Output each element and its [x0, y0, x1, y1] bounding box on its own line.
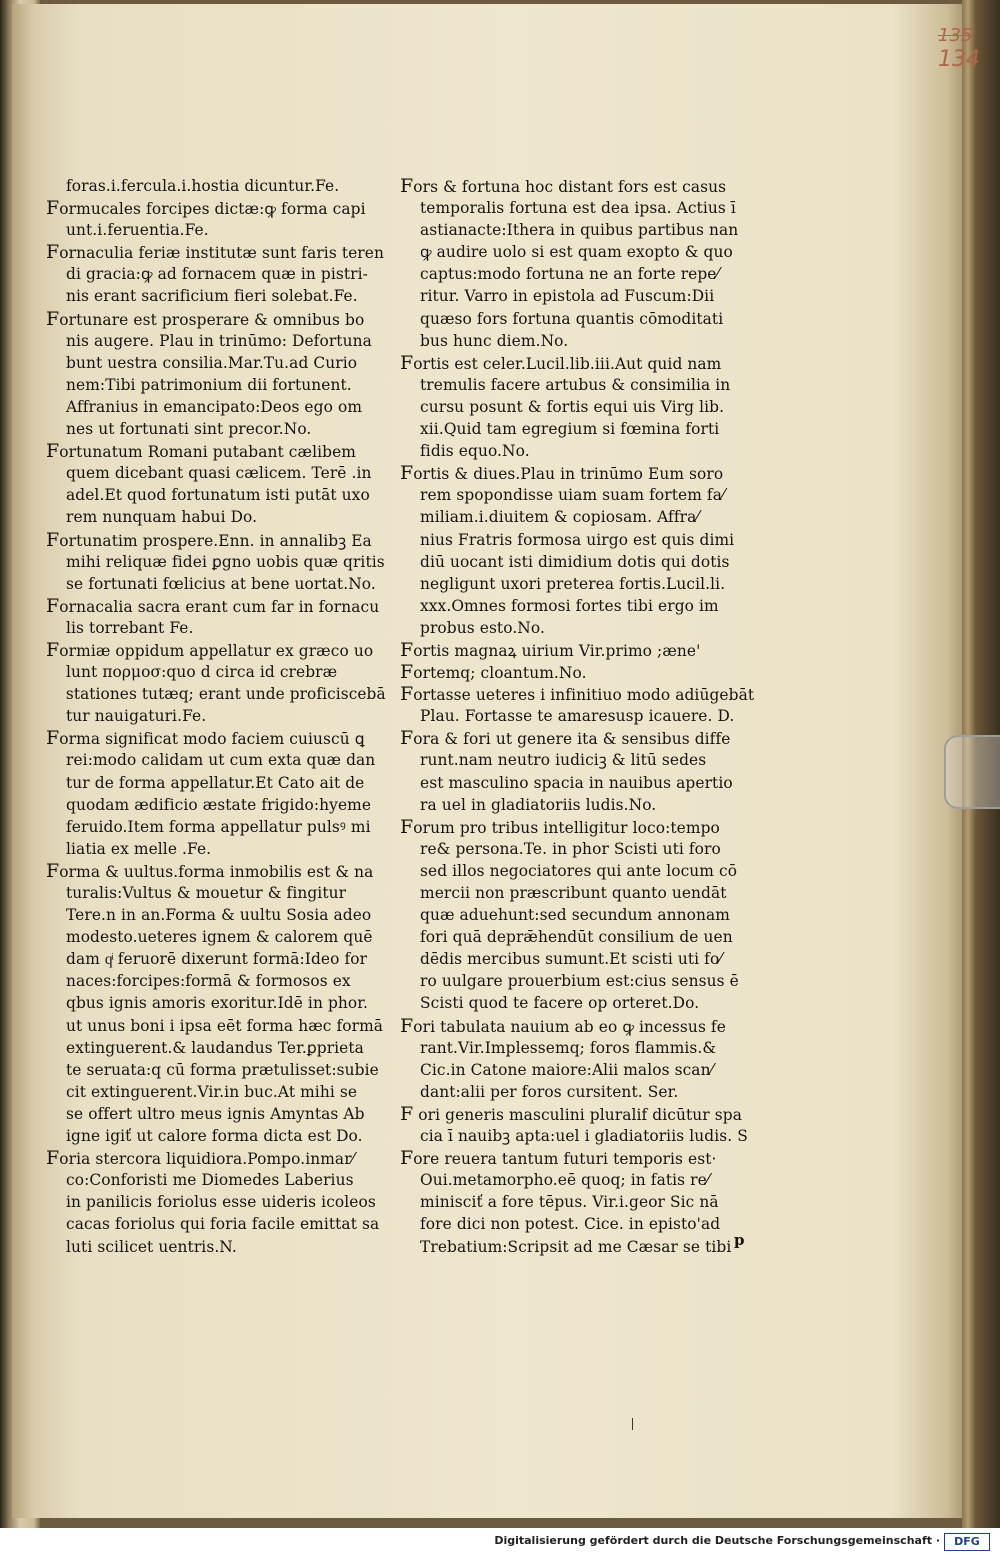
right-column-line: dant:alii per foros cursitent. Ser. — [420, 1082, 679, 1101]
left-column-line: tur de forma appellatur.Et Cato ait de — [66, 773, 365, 792]
right-column-line: bus hunc diem.No. — [420, 331, 569, 350]
right-column-line: sed illos negociatores qui ante locum cō — [420, 861, 738, 880]
left-column-line: cit extinguerent.Vir.in buc.At mihi se — [66, 1082, 358, 1101]
right-column-line: ꝙ audire uolo si est quam exopto & quo — [420, 243, 733, 262]
left-column-line: nis erant sacrificium fieri solebat.Fe. — [66, 287, 358, 306]
left-column-line: modesto.ueteres ignem & calorem quē — [66, 928, 373, 947]
left-column-line: quem dicebant quasi cælicem. Terē .in — [66, 464, 372, 483]
left-column-line: nis augere. Plau in trinūmo: Defortuna — [66, 331, 372, 350]
left-column-line: cacas foriolus qui foria facile emittat sa — [66, 1215, 380, 1234]
right-column-line: cursu posunt & fortis equi uis Virg lib. — [420, 397, 725, 416]
right-column-line: quæso fors fortuna quantis cōmoditati — [420, 309, 724, 328]
left-column-line: luti scilicet uentris.N. — [66, 1237, 237, 1256]
left-column-line: mihi reliquæ fidei ꝑgno uobis quæ qritis — [66, 552, 385, 571]
left-column-line: feruido.Item forma appellatur pulsꝰ mi — [66, 817, 371, 836]
left-column-line: ut unus boni i ipsa eēt forma hæc formā — [66, 1016, 384, 1035]
right-column-line: fori quā deprǣhendūt consilium de uen — [420, 928, 733, 947]
footer-credit: Digitalisierung gefördert durch die Deutsche Forschungsgemeinschaft · — [494, 1534, 940, 1547]
right-column-line: probus esto.No. — [420, 618, 545, 637]
right-column-line: temporalis fortuna est dea ipsa. Actius ī — [420, 199, 736, 218]
right-column-line: tremulis facere artubus & consimilia in — [420, 375, 731, 394]
right-column-line: rant.Vir.Implessemq; foros flammis.& — [420, 1038, 717, 1057]
left-column-line: te seruata:q cū forma prætulisset:subie — [66, 1060, 379, 1079]
right-column-line: Trebatium:Scripsit ad me Cæsar se tibi — [420, 1237, 732, 1256]
left-column-line: Fornacalia sacra erant cum far in fornacu — [46, 594, 380, 617]
left-column-line: Forma & uultus.forma inmobilis est & na — [46, 859, 374, 882]
right-column-line: F ori generis masculini pluralif dicūtur spa — [400, 1102, 742, 1125]
left-column-line: se fortunati fœlicius at bene uortat.No. — [66, 574, 376, 593]
right-column-line: Fortis magnaꝝ uirium Vir.primo ;æne' — [400, 638, 701, 661]
folio-number — [938, 24, 980, 72]
footer-bar — [0, 1528, 1000, 1555]
left-column-line: unt.i.feruentia.Fe. — [66, 221, 209, 240]
right-column-line: ritur. Varro in epistola ad Fuscum:Dii — [420, 287, 715, 306]
left-column-line: liatia ex melle .Fe. — [66, 839, 212, 858]
left-column-line: nes ut fortunati sint precor.No. — [66, 420, 312, 439]
right-column-line: captus:modo fortuna ne an forte repe⁄ — [420, 265, 720, 284]
right-column-line: xii.Quid tam egregium si fœmina forti — [420, 420, 720, 439]
dfg-logo[interactable]: DFG — [944, 1533, 990, 1551]
left-column-line: Forma significat modo faciem cuiuscū ꝗ — [46, 727, 365, 750]
right-column-line: est masculino spacia in nauibus apertio — [420, 773, 733, 792]
page-mark — [632, 1418, 633, 1430]
right-column-line: Fortis est celer.Lucil.lib.iii.Aut quid nam — [400, 351, 722, 374]
right-column — [400, 175, 762, 1258]
right-column-line: Fori tabulata nauium ab eo ꝙ incessus fe — [400, 1014, 726, 1037]
right-column-line: re& persona.Te. in phor Scisti uti foro — [420, 839, 721, 858]
right-column-line: Fore reuera tantum futuri temporis est· — [400, 1147, 717, 1170]
left-column-line: foras.i.fercula.i.hostia dicuntur.Fe. — [66, 177, 340, 195]
right-column-line: cia ī nauibꝫ apta:uel i gladiatoriis ludis. S — [420, 1127, 748, 1146]
right-column-line: Scisti quod te facere op orteret.Do. — [420, 994, 700, 1013]
left-column-line: nem:Tibi patrimonium dii fortunent. — [66, 375, 352, 394]
left-column-line: Formucales forcipes dictæ:ꝙ forma capi — [46, 197, 366, 220]
left-column-line: dam qͥ feruorē dixerunt formā:Ideo for — [66, 950, 368, 969]
left-column-line: naces:forcipes:formā & formosos ex — [66, 972, 351, 991]
right-column-line: negligunt uxori preterea fortis.Lucil.li. — [420, 574, 726, 593]
left-column-line: qbus ignis amoris exoritur.Idē in phor. — [66, 994, 369, 1013]
left-column-line: rem nunquam habui Do. — [66, 508, 258, 527]
right-column-line: nius Fratris formosa uirgo est quis dimi — [420, 530, 735, 549]
folio-current: 134 — [938, 47, 980, 72]
right-column-line: fidis equo.No. — [420, 442, 530, 461]
left-column-line: igne igiť ut calore forma dicta est Do. — [66, 1127, 363, 1146]
left-column-line: quodam ædificio æstate frigido:hyeme — [66, 795, 372, 814]
right-column-line: Fors & fortuna hoc distant fors est casus — [400, 175, 727, 197]
left-column-line: co:Conforisti me Diomedes Laberius — [66, 1171, 354, 1190]
left-column-line: tur nauigaturi.Fe. — [66, 707, 207, 726]
right-column-line: Fortis & diues.Plau in trinūmo Eum soro — [400, 462, 724, 485]
left-column-line: Formiæ oppidum appellatur ex græco uo — [46, 638, 374, 661]
left-column-line: Tere.n in an.Forma & uultu Sosia adeo — [66, 906, 372, 925]
right-column-line: astianacte:Ithera in quibus partibus nan — [420, 221, 739, 240]
right-column-line: miliam.i.diuitem & copiosam. Affra⁄ — [420, 508, 700, 527]
right-column-line: diū uocant isti dimidium dotis qui dotis — [420, 552, 730, 571]
left-column-line: adel.Et quod fortunatum isti putāt uxo — [66, 486, 370, 505]
right-column-line: minisciť a fore tēpus. Vir.i.geor Sic nā — [420, 1193, 719, 1212]
left-column-line: bunt uestra consilia.Mar.Tu.ad Curio — [66, 353, 358, 372]
right-column-line: Oui.metamorpho.eē quoq; in fatis re⁄ — [420, 1171, 710, 1190]
right-column-line: Plau. Fortasse te amaresusp icauere. D. — [420, 707, 735, 726]
left-column-line: extinguerent.& laudandus Ter.ꝑprieta — [66, 1038, 364, 1057]
right-column-line: Fora & fori ut genere ita & sensibus diffe — [400, 727, 731, 750]
right-column-line: mercii non præscribunt quanto uendāt — [420, 884, 727, 902]
left-column-line: Fornaculia feriæ institutæ sunt faris teren — [46, 241, 384, 264]
right-column-line: rem spopondisse uiam suam fortem fa⁄ — [420, 486, 725, 505]
right-column-line: xxx.Omnes formosi fortes tibi ergo im — [420, 596, 719, 615]
left-column-line: Affranius in emancipato:Deos ego om — [66, 397, 363, 416]
left-column-line: turalis:Vultus & mouetur & fingitur — [66, 884, 347, 902]
right-column-line: Cic.in Catone maiore:Alii malos scan⁄ — [420, 1060, 714, 1079]
left-column-line: rei:modo calidam ut cum exta quæ dan — [66, 751, 376, 770]
right-column-line: Fortasse ueteres i infinitiuo modo adiūgebāt — [400, 683, 755, 706]
left-column-line: Foria stercora liquidiora.Pompo.inmar⁄ — [46, 1147, 355, 1170]
left-column-line: se offert ultro meus ignis Amyntas Ab — [66, 1104, 365, 1123]
right-column-line: fore dici non potest. Cice. in episto'ad — [420, 1215, 721, 1234]
right-column-line: ro uulgare prouerbium est:cius sensus ē — [420, 972, 739, 991]
page-clip — [944, 735, 1000, 809]
left-column-line: in panilicis foriolus esse uideris icoleos — [66, 1193, 376, 1212]
left-column — [46, 175, 386, 1258]
right-column-line: Fortemq; cloantum.No. — [400, 661, 587, 684]
left-column-line: Fortunatim prospere.Enn. in annalibꝫ Ea — [46, 528, 372, 551]
left-column-line: Fortunare est prosperare & omnibus bo — [46, 307, 365, 330]
left-column-line: stationes tutæq; erant unde proficiscebā — [65, 685, 386, 704]
left-column-line: lunt πορμοσ:quo d circa id crebræ — [66, 663, 338, 682]
right-column-line: dēdis mercibus sumunt.Et scisti uti fo⁄ — [420, 950, 722, 969]
left-column-line: di gracia:ꝙ ad fornacem quæ in pistri- — [66, 265, 368, 284]
right-column-line: runt.nam neutro iudiciꝫ & litū sedes — [420, 751, 707, 770]
right-column-line: ra uel in gladiatoriis ludis.No. — [420, 795, 657, 814]
right-column-line: Forum pro tribus intelligitur loco:tempo — [400, 815, 720, 838]
left-column-line: lis torrebant Fe. — [66, 618, 194, 637]
left-column-line: Fortunatum Romani putabant cælibem — [46, 440, 356, 463]
folio-crossed: 135 — [938, 25, 973, 46]
catchword: p — [734, 1231, 745, 1249]
right-column-line: quæ aduehunt:sed secundum annonam — [420, 906, 730, 925]
